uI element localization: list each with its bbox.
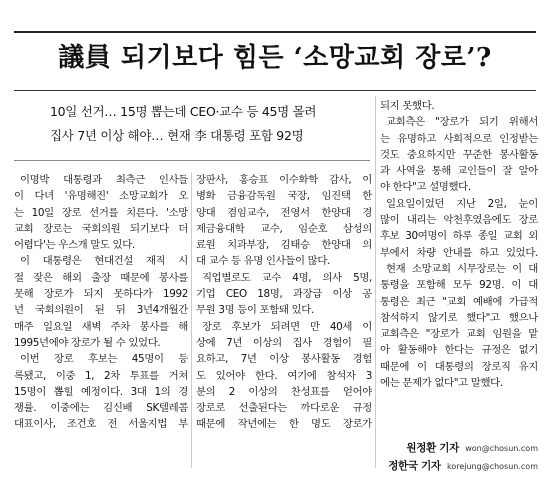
- body-line: 는 유명하고 사회적으로 인정받는: [380, 132, 538, 145]
- body-line: 때문에 작년에는 한 명도 장로가: [196, 418, 372, 431]
- body-line: 절 잦은 해외 출장 때문에 봉사를: [14, 271, 188, 284]
- top-rule: [14, 31, 536, 33]
- body-line: 15명이 뽑힐 예정이다. 3대 1의 경: [14, 385, 188, 398]
- reporter-email: won@chosun.com: [465, 444, 538, 453]
- body-line: 야 한다"고 설명했다.: [380, 181, 471, 194]
- body-line: 아 활동해야 한다는 규정은 없기: [380, 344, 538, 357]
- body-line: 는 10일 장로 선거를 치른다. '소망: [14, 206, 188, 219]
- body-line: 장로 후보가 되려면 만 40세 이: [202, 320, 372, 333]
- body-line: 참석하지 않기로 했다"고 했으나: [380, 311, 538, 324]
- body-line: 장로로 선출된다는 까다로운 규정: [196, 402, 372, 415]
- article-column-1: [14, 172, 188, 433]
- body-line: 못해 장로가 되지 못하다가 1992: [14, 288, 188, 301]
- reporter-name: 정한국 기자: [388, 460, 441, 472]
- body-line: 대 교수 등 유명 인사들이 많다.: [196, 255, 330, 268]
- reporter-email: korejung@chosun.com: [446, 462, 538, 471]
- subhead-rule: [14, 160, 370, 161]
- body-line: 이 다녀 '유명해진' 소망교회가 오: [14, 190, 188, 203]
- body-line: 양대 겸임교수, 전영서 한양대 경: [196, 206, 372, 219]
- body-line: 이명박 대통령과 최측근 인사들: [20, 174, 188, 186]
- body-line: 상에 7년 이상의 집사 경험이 필: [196, 336, 372, 349]
- body-line: 되지 못했다.: [380, 100, 435, 112]
- headline-rule: [14, 90, 536, 91]
- body-line: 제금융대학 교수, 임순호 삼성의: [196, 222, 372, 235]
- body-line: 때문에 이 대통령의 장로직 유지: [380, 360, 538, 373]
- body-line: 대표이사, 조건호 전 서울지법 부: [14, 418, 188, 431]
- body-line: 현재 소망교회 시무장로는 이 대: [386, 262, 538, 275]
- article-column-3: [380, 98, 538, 391]
- body-line: 이 대통령은 현대건설 재직 시: [20, 255, 188, 268]
- body-line: 1995년에야 장로가 될 수 있었다.: [14, 336, 161, 349]
- body-line: 후보 30여명이 하루 종일 교회 외: [380, 230, 538, 243]
- headline: 議員 되기보다 힘든 ‘소망교회 장로’?: [58, 43, 492, 73]
- body-line: 과 사역을 통해 교인들이 잘 알아: [380, 165, 538, 178]
- body-line: 어렵다'는 우스개 말도 있다.: [14, 239, 135, 252]
- body-line: 장판사, 홍승표 이수화학 감사, 이: [196, 174, 372, 186]
- body-line: 록됐고, 이중 1, 2차 투표를 거쳐: [14, 369, 188, 382]
- body-line: 기업 CEO 18명, 과장급 이상 공: [196, 288, 372, 301]
- body-line: 쟁률. 이중에는 김신배 SK텔레콤: [14, 402, 188, 415]
- article-column-2: [196, 172, 372, 433]
- body-line: 무원 3명 등이 포함돼 있다.: [196, 304, 314, 317]
- body-line: 일요일이었던 지난 2일, 눈이: [386, 197, 538, 210]
- column-divider-1: [191, 172, 192, 468]
- body-line: 도 있어야 한다. 여기에 참석자 3: [196, 369, 372, 382]
- body-line: 료원 치과부장, 김태승 한양대 의: [196, 239, 372, 252]
- column-divider-2: [375, 96, 376, 468]
- reporter-name: 원정환 기자: [406, 442, 459, 454]
- byline-2: [368, 458, 538, 473]
- body-line: 부에서 차량 안내를 하고 있었다.: [380, 246, 538, 259]
- byline-1: [368, 440, 538, 455]
- body-line: 교회측은 "장로가 교회 임원을 맡: [380, 328, 538, 341]
- body-line: 교회 장로는 국회의원 되기보다 더: [14, 222, 188, 235]
- subhead-2: 집사 7년 이상 해야… 현재 李 대통령 포함 92명: [50, 128, 304, 143]
- body-line: 것도 중요하지만 꾸준한 봉사활동: [380, 148, 538, 161]
- body-line: 교회측은 "장로가 되기 위해서: [386, 116, 538, 129]
- body-line: 분의 2 이상의 찬성표를 얻어야: [196, 385, 372, 398]
- body-line: 직업별로도 교수 4명, 의사 5명,: [202, 271, 372, 284]
- body-line: 이번 장로 후보는 45명이 등: [20, 353, 188, 366]
- body-line: 통령을 포함해 모두 92명. 이 대: [380, 279, 538, 292]
- body-line: 요하고, 7년 이상 봉사활동 경험: [196, 353, 372, 366]
- subhead-1: 10일 선거… 15명 뽑는데 CEO·교수 등 45명 몰려: [50, 104, 317, 119]
- body-line: 통령은 최근 "교회 예배에 가급적: [380, 295, 538, 308]
- body-line: 매주 일요일 새벽 주차 봉사를 해: [14, 320, 188, 333]
- body-line: 년 국회의원이 된 뒤 3년4개월간: [14, 304, 188, 317]
- body-line: 에는 문제가 없다"고 말했다.: [380, 377, 503, 390]
- body-line: 많이 내리는 악천후였음에도 장로: [380, 214, 538, 227]
- body-line: 병화 금융감독원 국장, 임진택 한: [196, 190, 372, 203]
